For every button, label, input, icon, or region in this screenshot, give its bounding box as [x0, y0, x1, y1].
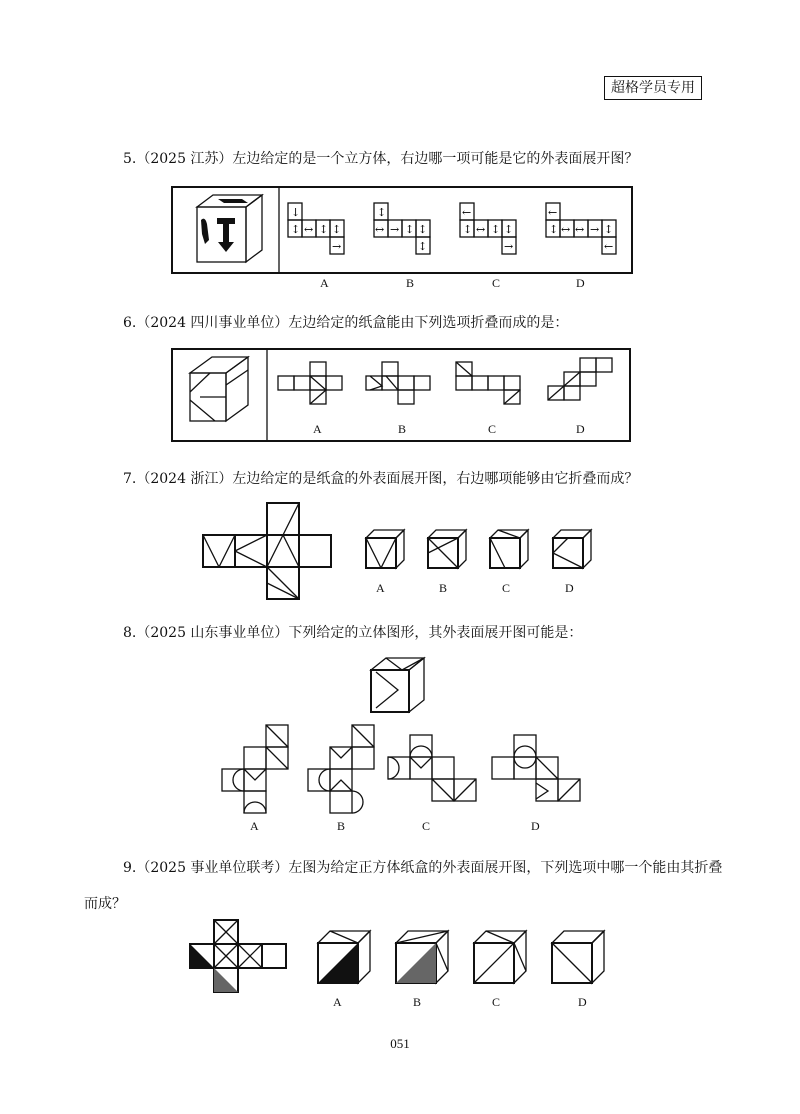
q5-label-d: D — [576, 276, 585, 290]
q7-label-b: B — [439, 581, 448, 595]
svg-text:↕: ↕ — [319, 223, 329, 236]
question-6-text: 6.（2024 四川事业单位）左边给定的纸盒能由下列选项折叠而成的是： — [123, 315, 569, 331]
svg-text:→: → — [590, 223, 600, 236]
svg-text:↕: ↕ — [291, 223, 301, 236]
svg-text:↔: ↔ — [561, 223, 571, 236]
q9-label-b: B — [413, 995, 422, 1009]
q8-label-b: B — [337, 819, 346, 833]
q5-label-c: C — [492, 276, 501, 290]
q9-label-a: A — [333, 995, 342, 1009]
svg-text:↕: ↕ — [418, 240, 428, 253]
svg-text:↓: ↓ — [291, 206, 301, 219]
svg-text:←: ← — [548, 206, 558, 219]
svg-text:↕: ↕ — [604, 223, 614, 236]
q5-label-a: A — [320, 276, 329, 290]
svg-text:↕: ↕ — [405, 223, 415, 236]
question-8-text: 8.（2025 山东事业单位）下列给定的立体图形，其外表面展开图可能是： — [123, 625, 583, 641]
svg-text:↕: ↕ — [377, 206, 387, 219]
svg-text:↕: ↕ — [504, 223, 514, 236]
q8-label-c: C — [422, 819, 431, 833]
q8-label-a: A — [250, 819, 259, 833]
svg-text:↔: ↔ — [375, 223, 385, 236]
q8-label-d: D — [531, 819, 540, 833]
q9-label-d: D — [578, 995, 587, 1009]
member-only-badge: 超格学员专用 — [604, 76, 702, 100]
svg-text:↕: ↕ — [463, 223, 473, 236]
q5-label-b: B — [406, 276, 415, 290]
svg-text:↔: ↔ — [476, 223, 486, 236]
q9-net — [190, 920, 286, 992]
q7-label-d: D — [565, 581, 574, 595]
q7-label-a: A — [376, 581, 385, 595]
svg-text:←: ← — [462, 206, 472, 219]
svg-text:→: → — [332, 240, 342, 253]
svg-text:←: ← — [604, 240, 614, 253]
q9-label-c: C — [492, 995, 501, 1009]
svg-text:↕: ↕ — [332, 223, 342, 236]
q6-label-a: A — [313, 422, 322, 436]
svg-text:↕: ↕ — [491, 223, 501, 236]
page-number: 051 — [390, 1036, 410, 1051]
question-9-text: 9.（2025 事业单位联考）左图为给定正方体纸盒的外表面展开图，下列选项中哪一个能由其折叠而成？ — [84, 860, 723, 912]
question-7-text: 7.（2024 浙江）左边给定的是纸盒的外表面展开图，右边哪项能够由它折叠而成？ — [123, 471, 639, 487]
svg-text:→: → — [390, 223, 400, 236]
q6-label-c: C — [488, 422, 497, 436]
q9-option-cubes — [318, 931, 604, 983]
svg-text:↕: ↕ — [549, 223, 559, 236]
question-5-text: 5.（2025 江苏）左边给定的是一个立方体，右边哪一项可能是它的外表面展开图？ — [123, 151, 639, 167]
q6-label-d: D — [576, 422, 585, 436]
svg-text:↕: ↕ — [418, 223, 428, 236]
q7-label-c: C — [502, 581, 511, 595]
svg-text:→: → — [504, 240, 514, 253]
q6-label-b: B — [398, 422, 407, 436]
svg-text:↔: ↔ — [575, 223, 585, 236]
svg-text:↔: ↔ — [304, 223, 314, 236]
